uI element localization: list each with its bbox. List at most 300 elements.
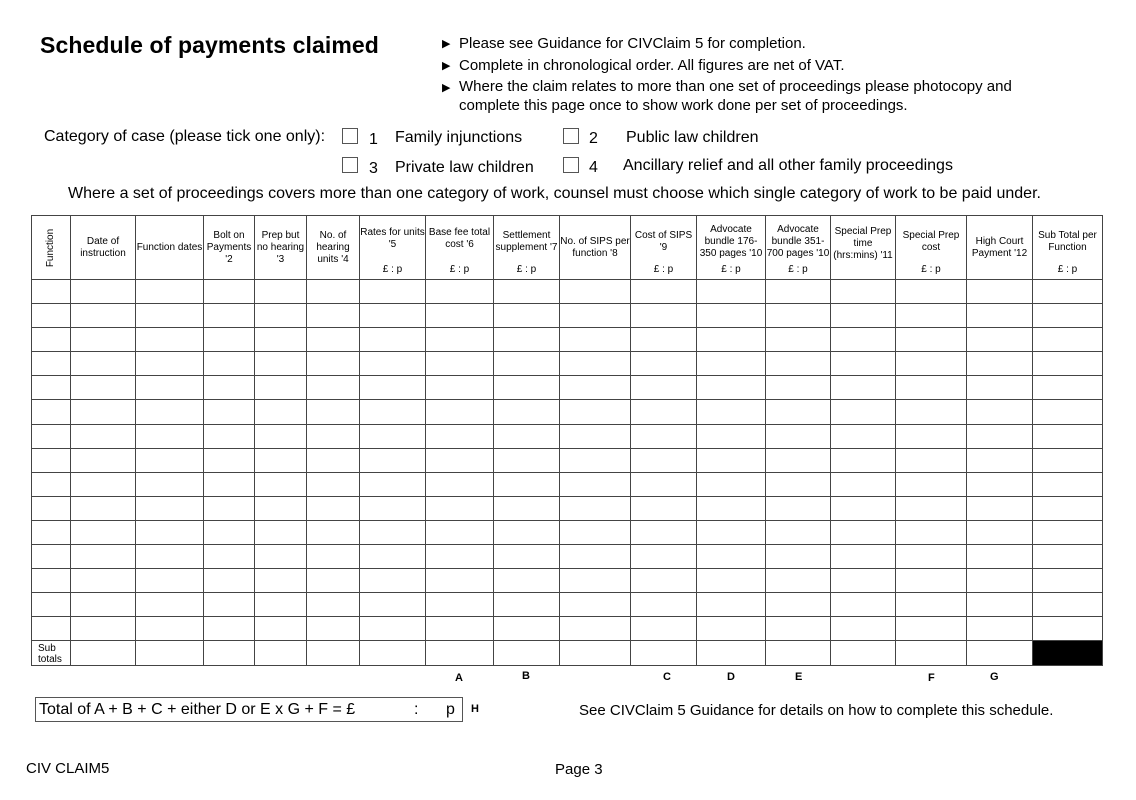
table-cell[interactable]: [32, 328, 71, 352]
table-cell[interactable]: [71, 280, 136, 304]
table-cell[interactable]: [631, 593, 697, 617]
table-cell[interactable]: [631, 352, 697, 376]
table-cell[interactable]: [360, 617, 426, 641]
table-cell[interactable]: [631, 496, 697, 520]
table-cell[interactable]: [631, 569, 697, 593]
table-cell[interactable]: [831, 304, 896, 328]
table-cell[interactable]: [136, 569, 204, 593]
table-cell[interactable]: [766, 496, 831, 520]
table-cell[interactable]: [896, 352, 967, 376]
table-cell[interactable]: [360, 400, 426, 424]
col-header-sub-total-per-function: Sub Total per Function £ : p: [1033, 216, 1103, 280]
table-cell[interactable]: [494, 617, 560, 641]
table-cell[interactable]: [255, 593, 307, 617]
table-cell[interactable]: [204, 400, 255, 424]
subtotal-cell[interactable]: [136, 641, 204, 665]
table-cell[interactable]: [831, 448, 896, 472]
table-cell[interactable]: [831, 520, 896, 544]
table-cell[interactable]: [204, 352, 255, 376]
table-cell[interactable]: [255, 376, 307, 400]
table-cell[interactable]: [896, 593, 967, 617]
table-cell[interactable]: [360, 328, 426, 352]
table-cell[interactable]: [697, 593, 766, 617]
table-cell[interactable]: [307, 569, 360, 593]
table-cell[interactable]: [255, 448, 307, 472]
table-cell[interactable]: [204, 448, 255, 472]
table-cell[interactable]: [494, 472, 560, 496]
table-cell[interactable]: [307, 617, 360, 641]
table-cell[interactable]: [360, 472, 426, 496]
table-cell[interactable]: [32, 545, 71, 569]
table-cell[interactable]: [136, 593, 204, 617]
table-cell[interactable]: [71, 352, 136, 376]
table-cell[interactable]: [307, 448, 360, 472]
table-cell[interactable]: [560, 545, 631, 569]
subtotal-cell[interactable]: [896, 641, 967, 665]
table-row: [32, 328, 1103, 352]
table-cell[interactable]: [831, 328, 896, 352]
table-cell[interactable]: [766, 520, 831, 544]
table-cell[interactable]: [255, 496, 307, 520]
table-cell[interactable]: [426, 569, 494, 593]
table-cell[interactable]: [560, 472, 631, 496]
table-cell[interactable]: [307, 280, 360, 304]
table-cell[interactable]: [831, 400, 896, 424]
table-cell[interactable]: [494, 545, 560, 569]
table-cell[interactable]: [766, 304, 831, 328]
table-cell[interactable]: [1033, 304, 1103, 328]
table-cell[interactable]: [631, 400, 697, 424]
table-cell[interactable]: [896, 280, 967, 304]
category-4-label: Ancillary relief and all other family proceedings: [623, 157, 953, 174]
table-cell[interactable]: [1033, 472, 1103, 496]
currency-unit: £ : p: [1057, 264, 1078, 275]
table-cell[interactable]: [255, 328, 307, 352]
table-cell[interactable]: [32, 617, 71, 641]
table-cell[interactable]: [631, 424, 697, 448]
table-cell[interactable]: [967, 520, 1033, 544]
table-cell[interactable]: [831, 280, 896, 304]
table-cell[interactable]: [426, 328, 494, 352]
table-cell[interactable]: [494, 520, 560, 544]
table-cell[interactable]: [426, 400, 494, 424]
table-cell[interactable]: [1033, 593, 1103, 617]
table-cell[interactable]: [560, 448, 631, 472]
col-header-special-prep-cost: Special Prep cost £ : p: [896, 216, 967, 280]
table-cell[interactable]: [896, 520, 967, 544]
category-1-label: Family injunctions: [395, 129, 523, 146]
table-cell[interactable]: [136, 304, 204, 328]
category-4-checkbox[interactable]: [563, 157, 579, 173]
table-cell[interactable]: [494, 593, 560, 617]
table-cell[interactable]: [426, 280, 494, 304]
table-cell[interactable]: [136, 376, 204, 400]
table-cell[interactable]: [204, 304, 255, 328]
table-cell[interactable]: [766, 472, 831, 496]
table-cell[interactable]: [360, 352, 426, 376]
table-row: [32, 280, 1103, 304]
arrow-right-icon: ▶: [442, 38, 451, 50]
table-cell[interactable]: [560, 593, 631, 617]
table-cell[interactable]: [71, 424, 136, 448]
table-cell[interactable]: [426, 304, 494, 328]
table-cell[interactable]: [255, 352, 307, 376]
table-cell[interactable]: [494, 424, 560, 448]
table-cell[interactable]: [967, 617, 1033, 641]
table-cell[interactable]: [896, 448, 967, 472]
table-cell[interactable]: [896, 545, 967, 569]
category-3-checkbox[interactable]: [342, 157, 358, 173]
table-cell[interactable]: [1033, 400, 1103, 424]
subtotal-cell[interactable]: [426, 641, 494, 665]
table-cell[interactable]: [32, 448, 71, 472]
table-cell[interactable]: [560, 520, 631, 544]
table-cell[interactable]: [136, 520, 204, 544]
table-cell[interactable]: [967, 448, 1033, 472]
table-cell[interactable]: [360, 593, 426, 617]
table-cell[interactable]: [360, 520, 426, 544]
table-cell[interactable]: [426, 424, 494, 448]
table-row: [32, 304, 1103, 328]
table-cell[interactable]: [32, 496, 71, 520]
table-cell[interactable]: [204, 376, 255, 400]
table-cell[interactable]: [360, 304, 426, 328]
table-cell[interactable]: [307, 472, 360, 496]
table-cell[interactable]: [697, 376, 766, 400]
table-cell[interactable]: [1033, 569, 1103, 593]
table-cell[interactable]: [967, 472, 1033, 496]
subtotal-cell[interactable]: [831, 641, 896, 665]
table-cell[interactable]: [204, 472, 255, 496]
table-cell[interactable]: [560, 304, 631, 328]
table-cell[interactable]: [494, 400, 560, 424]
col-header-hearing-units: No. of hearing units '4: [307, 216, 360, 280]
table-cell[interactable]: [136, 545, 204, 569]
table-cell[interactable]: [360, 496, 426, 520]
table-cell[interactable]: [896, 376, 967, 400]
table-cell[interactable]: [71, 304, 136, 328]
table-cell[interactable]: [1033, 496, 1103, 520]
table-cell[interactable]: [255, 520, 307, 544]
table-cell[interactable]: [307, 545, 360, 569]
table-cell[interactable]: [426, 520, 494, 544]
table-cell[interactable]: [896, 569, 967, 593]
table-cell[interactable]: [896, 424, 967, 448]
schedule-table: [31, 215, 1103, 666]
table-cell[interactable]: [560, 352, 631, 376]
arrow-right-icon: ▶: [442, 82, 451, 94]
table-cell[interactable]: [71, 569, 136, 593]
table-cell[interactable]: [896, 328, 967, 352]
table-cell[interactable]: [967, 424, 1033, 448]
currency-unit: £ : p: [721, 264, 741, 275]
table-cell[interactable]: [32, 304, 71, 328]
table-cell[interactable]: [766, 280, 831, 304]
table-cell[interactable]: [766, 424, 831, 448]
table-cell[interactable]: [426, 617, 494, 641]
category-prompt: Category of case (please tick one only):: [44, 128, 326, 145]
table-cell[interactable]: [967, 400, 1033, 424]
table-cell[interactable]: [204, 545, 255, 569]
table-cell[interactable]: [494, 304, 560, 328]
category-1-checkbox[interactable]: [342, 128, 358, 144]
table-cell[interactable]: [204, 280, 255, 304]
table-cell[interactable]: [967, 328, 1033, 352]
table-cell[interactable]: [560, 569, 631, 593]
table-cell[interactable]: [967, 569, 1033, 593]
table-cell[interactable]: [831, 472, 896, 496]
table-cell[interactable]: [831, 424, 896, 448]
table-cell[interactable]: [204, 328, 255, 352]
table-cell[interactable]: [631, 304, 697, 328]
table-cell[interactable]: [560, 328, 631, 352]
table-cell[interactable]: [494, 352, 560, 376]
table-cell[interactable]: [631, 448, 697, 472]
table-cell[interactable]: [71, 617, 136, 641]
table-cell[interactable]: [204, 496, 255, 520]
table-cell[interactable]: [896, 304, 967, 328]
table-cell[interactable]: [204, 569, 255, 593]
table-cell[interactable]: [494, 328, 560, 352]
table-cell[interactable]: [71, 448, 136, 472]
table-cell[interactable]: [136, 328, 204, 352]
subtotal-cell[interactable]: [360, 641, 426, 665]
subtotal-cell[interactable]: [71, 641, 136, 665]
table-cell[interactable]: [697, 400, 766, 424]
table-cell[interactable]: [71, 328, 136, 352]
table-cell[interactable]: [32, 593, 71, 617]
table-cell[interactable]: [631, 545, 697, 569]
category-2-checkbox[interactable]: [563, 128, 579, 144]
table-cell[interactable]: [71, 472, 136, 496]
col-header-special-prep-time: Special Prep time (hrs:mins) '11: [831, 216, 896, 280]
table-cell[interactable]: [896, 472, 967, 496]
table-cell[interactable]: [32, 569, 71, 593]
subtotal-cell[interactable]: [255, 641, 307, 665]
table-cell[interactable]: [1033, 352, 1103, 376]
subtotal-cell[interactable]: [697, 641, 766, 665]
table-cell[interactable]: [560, 400, 631, 424]
table-cell[interactable]: [697, 617, 766, 641]
table-cell[interactable]: [1033, 448, 1103, 472]
table-cell[interactable]: [831, 496, 896, 520]
table-cell[interactable]: [896, 400, 967, 424]
table-cell[interactable]: [766, 545, 831, 569]
table-cell[interactable]: [560, 280, 631, 304]
table-cell[interactable]: [204, 520, 255, 544]
table-cell[interactable]: [136, 352, 204, 376]
table-cell[interactable]: [307, 328, 360, 352]
table-cell[interactable]: [766, 569, 831, 593]
table-cell[interactable]: [560, 496, 631, 520]
column-letter-d: D: [727, 671, 735, 683]
subtotal-cell[interactable]: [766, 641, 831, 665]
table-cell[interactable]: [360, 424, 426, 448]
table-cell[interactable]: [1033, 376, 1103, 400]
table-cell[interactable]: [494, 280, 560, 304]
table-cell[interactable]: [307, 352, 360, 376]
table-cell[interactable]: [255, 400, 307, 424]
table-cell[interactable]: [307, 304, 360, 328]
table-cell[interactable]: [697, 328, 766, 352]
table-cell[interactable]: [896, 496, 967, 520]
currency-unit: £ : p: [921, 264, 941, 275]
table-cell[interactable]: [71, 593, 136, 617]
instructions-list: [440, 33, 1060, 117]
table-cell[interactable]: [631, 328, 697, 352]
table-cell[interactable]: [255, 304, 307, 328]
table-cell[interactable]: [494, 496, 560, 520]
table-cell[interactable]: [967, 304, 1033, 328]
table-cell[interactable]: [136, 400, 204, 424]
table-cell[interactable]: [697, 424, 766, 448]
table-cell[interactable]: [766, 328, 831, 352]
subtotal-cell[interactable]: [307, 641, 360, 665]
table-cell[interactable]: [697, 472, 766, 496]
table-cell[interactable]: [560, 617, 631, 641]
table-cell[interactable]: [494, 448, 560, 472]
table-cell[interactable]: [426, 593, 494, 617]
table-row: [32, 545, 1103, 569]
table-cell[interactable]: [1033, 328, 1103, 352]
table-cell[interactable]: [831, 352, 896, 376]
table-cell[interactable]: [766, 400, 831, 424]
table-cell[interactable]: [426, 472, 494, 496]
table-cell[interactable]: [426, 448, 494, 472]
col-header-function-dates: Function dates: [136, 216, 204, 280]
table-cell[interactable]: [32, 280, 71, 304]
table-cell[interactable]: [307, 376, 360, 400]
table-cell[interactable]: [766, 448, 831, 472]
table-cell[interactable]: [766, 593, 831, 617]
table-cell[interactable]: [967, 376, 1033, 400]
table-row: [32, 593, 1103, 617]
table-cell[interactable]: [360, 376, 426, 400]
table-cell[interactable]: [307, 593, 360, 617]
table-cell[interactable]: [967, 280, 1033, 304]
table-cell[interactable]: [967, 545, 1033, 569]
table-cell[interactable]: [831, 376, 896, 400]
table-row: [32, 352, 1103, 376]
table-cell[interactable]: [697, 304, 766, 328]
table-cell[interactable]: [204, 617, 255, 641]
table-cell[interactable]: [697, 569, 766, 593]
table-cell[interactable]: [32, 472, 71, 496]
currency-unit: £ : p: [382, 264, 403, 275]
table-cell[interactable]: [766, 376, 831, 400]
table-cell[interactable]: [360, 545, 426, 569]
table-cell[interactable]: [307, 496, 360, 520]
table-cell[interactable]: [307, 424, 360, 448]
subtotal-cell[interactable]: [967, 641, 1033, 665]
table-cell[interactable]: [967, 593, 1033, 617]
col-header-no-of-sips: No. of SIPS per function '8: [560, 216, 631, 280]
table-cell[interactable]: [426, 545, 494, 569]
table-cell[interactable]: [32, 352, 71, 376]
table-cell[interactable]: [766, 617, 831, 641]
table-cell[interactable]: [697, 520, 766, 544]
table-cell[interactable]: [631, 280, 697, 304]
table-cell[interactable]: [831, 569, 896, 593]
table-cell[interactable]: [255, 545, 307, 569]
table-cell[interactable]: [360, 448, 426, 472]
subtotal-cell[interactable]: [204, 641, 255, 665]
table-cell[interactable]: [204, 593, 255, 617]
table-cell[interactable]: [967, 496, 1033, 520]
table-cell[interactable]: [1033, 280, 1103, 304]
table-cell[interactable]: [967, 352, 1033, 376]
subtotal-cell[interactable]: [631, 641, 697, 665]
table-cell[interactable]: [631, 472, 697, 496]
table-cell[interactable]: [631, 376, 697, 400]
table-cell[interactable]: [136, 496, 204, 520]
table-cell[interactable]: [360, 569, 426, 593]
table-cell[interactable]: [71, 545, 136, 569]
table-cell[interactable]: [255, 424, 307, 448]
table-cell[interactable]: [1033, 520, 1103, 544]
table-cell[interactable]: [766, 352, 831, 376]
table-cell[interactable]: [697, 448, 766, 472]
table-cell[interactable]: [136, 424, 204, 448]
table-cell[interactable]: [1033, 545, 1103, 569]
table-cell[interactable]: [426, 352, 494, 376]
table-cell[interactable]: [32, 424, 71, 448]
table-cell[interactable]: [32, 400, 71, 424]
table-cell[interactable]: [697, 496, 766, 520]
table-cell[interactable]: [360, 280, 426, 304]
table-cell[interactable]: [494, 569, 560, 593]
table-cell[interactable]: [255, 280, 307, 304]
table-cell[interactable]: [32, 376, 71, 400]
table-cell[interactable]: [831, 593, 896, 617]
table-cell[interactable]: [255, 569, 307, 593]
table-cell[interactable]: [204, 424, 255, 448]
table-cell[interactable]: [71, 496, 136, 520]
table-cell[interactable]: [426, 376, 494, 400]
table-cell[interactable]: [32, 520, 71, 544]
table-cell[interactable]: [1033, 424, 1103, 448]
table-cell[interactable]: [136, 472, 204, 496]
table-cell[interactable]: [494, 376, 560, 400]
table-cell[interactable]: [255, 617, 307, 641]
table-cell[interactable]: [1033, 617, 1103, 641]
table-cell[interactable]: [697, 352, 766, 376]
table-cell[interactable]: [631, 520, 697, 544]
table-cell[interactable]: [560, 424, 631, 448]
total-field[interactable]: [35, 697, 463, 722]
table-cell[interactable]: [697, 545, 766, 569]
table-cell[interactable]: [71, 376, 136, 400]
table-cell[interactable]: [136, 448, 204, 472]
subtotal-cell[interactable]: [560, 641, 631, 665]
table-cell[interactable]: [255, 472, 307, 496]
table-cell[interactable]: [71, 400, 136, 424]
currency-unit: £ : p: [788, 264, 808, 275]
table-cell[interactable]: [426, 496, 494, 520]
table-cell[interactable]: [136, 280, 204, 304]
table-cell[interactable]: [71, 520, 136, 544]
table-cell[interactable]: [831, 545, 896, 569]
table-cell[interactable]: [307, 400, 360, 424]
table-cell[interactable]: [896, 617, 967, 641]
table-cell[interactable]: [831, 617, 896, 641]
table-cell[interactable]: [697, 280, 766, 304]
table-cell[interactable]: [560, 376, 631, 400]
subtotal-cell[interactable]: [494, 641, 560, 665]
table-cell[interactable]: [136, 617, 204, 641]
table-cell[interactable]: [631, 617, 697, 641]
table-cell[interactable]: [307, 520, 360, 544]
